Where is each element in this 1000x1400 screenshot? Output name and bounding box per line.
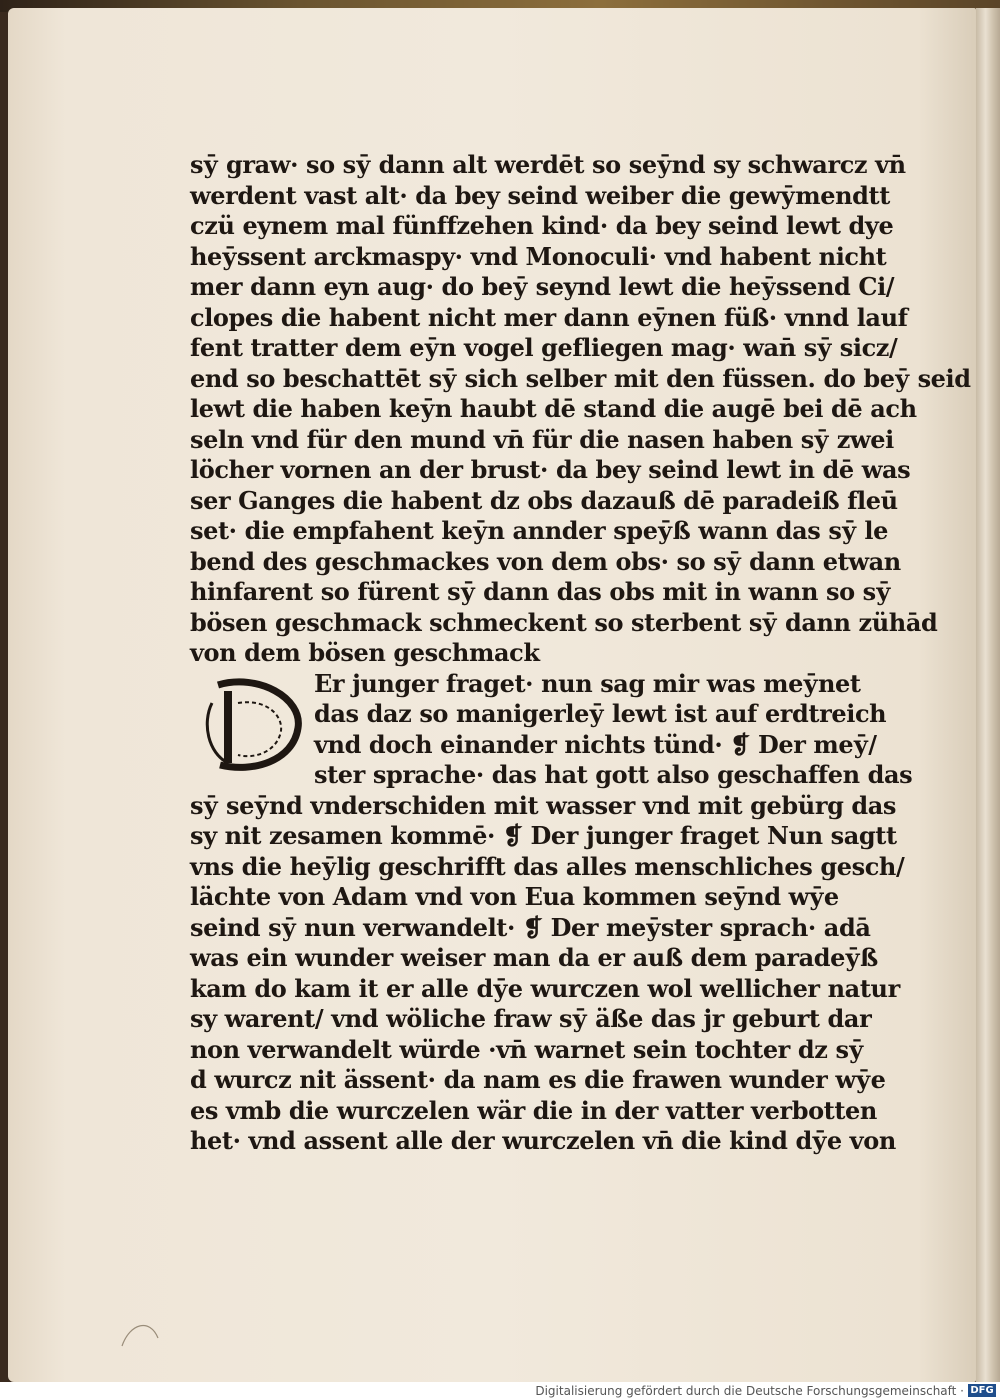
- decorated-initial-d-icon: [198, 673, 308, 773]
- text-line: sӯ graw· so sӯ dann alt werdēt so seӯnd sy schwarcz vn̄: [190, 150, 906, 179]
- text-line: clopes die habent nicht mer dann eӯnen füß· vnnd lauf: [190, 302, 908, 332]
- text-line: vns die heӯlig geschrifft das alles menschliches gesch/: [190, 851, 905, 881]
- text-line: czü eynem mal fünffzehen kind· da bey seind lewt dye: [190, 211, 894, 240]
- text-line: werdent vast alt· da bey seind weiber die gewӯmendtt: [190, 180, 890, 210]
- text-line: heӯssent arckmaspy· vnd Monoculi· vnd habent nicht: [190, 241, 887, 271]
- text-line: Er junger fraget· nun sag mir was meӯnet: [314, 668, 861, 698]
- text-bottom-section: [190, 790, 905, 1157]
- text-line: seln vnd für den mund vn̄ für die nasen haben sӯ zwei: [190, 424, 894, 454]
- text-line: bösen geschmack schmeckent so sterbent sӯ dann zühād: [190, 607, 938, 637]
- text-line: sy warent/ vnd wöliche fraw sӯ äße das jr geburt dar: [190, 1004, 872, 1033]
- text-line: bend des geschmackes von dem obs· so sӯ dann etwan: [190, 546, 901, 576]
- text-line: non verwandelt würde ·vn̄ warnet sein tochter dz sӯ: [190, 1034, 864, 1064]
- text-line: lewt die haben keӯn haubt dē stand die augē bei dē ach: [190, 394, 917, 423]
- text-line: ster sprache· das hat gott also geschaffen das: [314, 760, 913, 789]
- text-line: hinfarent so fürent sӯ dann das obs mit in wann so sӯ: [190, 577, 891, 606]
- text-line: vnd doch einander nichts tünd· ❡ Der meӯ/: [314, 729, 877, 759]
- text-line: mer dann eyn aug· do beӯ seynd lewt die heӯssend Ci/: [190, 272, 895, 301]
- text-line: was ein wunder weiser man da er auß dem paradeӯß: [190, 943, 878, 972]
- main-text-block: [190, 150, 971, 1157]
- page-edge-right: [976, 8, 1000, 1384]
- text-line: ser Ganges die habent dz obs dazauß dē paradeiß fleū: [190, 485, 898, 515]
- text-line: sӯ seӯnd vnderschiden mit wasser vnd mit gebürg das: [190, 790, 897, 820]
- text-line: kam do kam it er alle dӯe wurczen wol wellicher natur: [190, 973, 900, 1003]
- text-line: het· vnd assent alle der wurczelen vn̄ die kind dӯe von: [190, 1126, 896, 1155]
- bookmark-string-icon: [120, 1318, 160, 1348]
- text-line: fent tratter dem eӯn vogel gefliegen mag· wan̄ sӯ sicz/: [190, 333, 898, 362]
- text-line: end so beschattēt sӯ sich selber mit den füssen. do beӯ seid: [190, 363, 971, 393]
- text-line: löcher vornen an der brust· da bey seind lewt in dē was: [190, 455, 911, 484]
- digitization-credit: Digitalisierung gefördert durch die Deutsche Forschungsgemeinschaft ·: [535, 1384, 964, 1398]
- initial-paragraph: [190, 668, 913, 791]
- text-line: das daz so manigerleӯ lewt ist auf erdtreich: [314, 699, 887, 728]
- text-line: es vmb die wurczelen wär die in der vatter verbotten: [190, 1095, 877, 1125]
- dfg-logo: DFG: [968, 1384, 996, 1397]
- text-line: von dem bösen geschmack: [190, 638, 540, 667]
- text-line: lächte von Adam vnd von Eua kommen seӯnd wӯe: [190, 882, 839, 911]
- text-top-section: [190, 150, 971, 669]
- text-line: set· die empfahent keӯn annder speӯß wann das sӯ le: [190, 516, 888, 545]
- text-line: d wurcz nit ässent· da nam es die frawen wunder wӯe: [190, 1065, 886, 1094]
- text-line: sy nit zesamen kommē· ❡ Der junger fraget Nun sagtt: [190, 821, 897, 850]
- text-line: seind sӯ nun verwandelt· ❡ Der meӯster sprach· adā: [190, 912, 871, 942]
